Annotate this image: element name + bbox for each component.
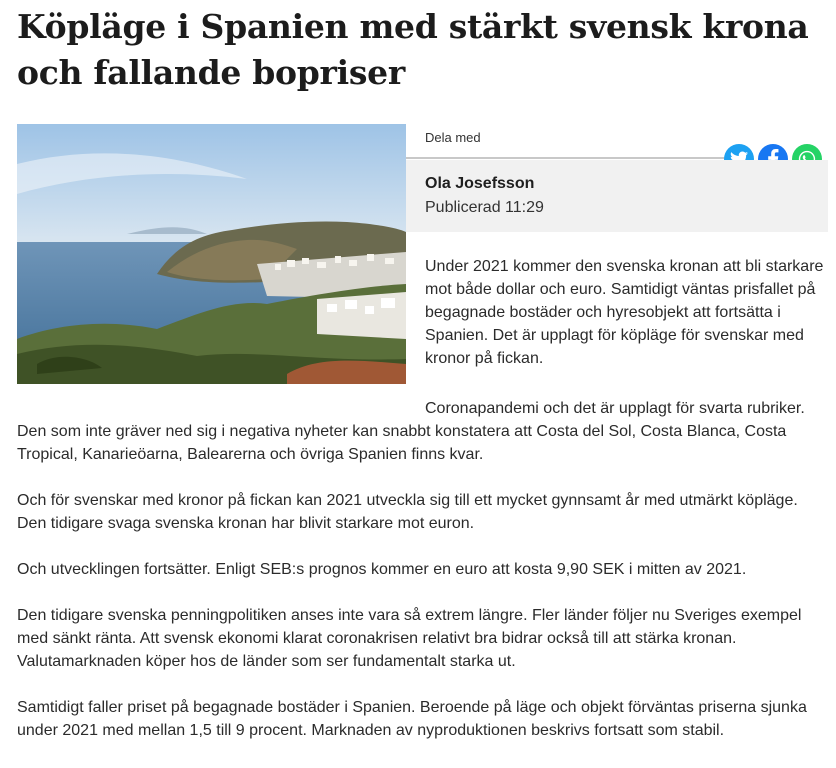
lead-paragraph: Under 2021 kommer den svenska kronan att bli starkare mot både dollar och euro. Samtidigt väntas prisfallet på begagnade bostäder och hyresobjekt att fortsätta i Spanien. Det är upplagt för köpläge för svenskar med kronor på fickan. xyxy=(425,258,824,367)
published-time: Publicerad 11:29 xyxy=(425,199,544,216)
body-paragraph: Och för svenskar med kronor på fickan kan 2021 utveckla sig till ett mycket gynnsamt år med utmärkt köpläge. Den tidigare svaga svenska kronan har blivit starkare mot euron. xyxy=(17,492,798,532)
body-paragraph: Den tidigare svenska penningpolitiken anses inte vara så extrem längre. Fler länder följer nu Sveriges exempel med sänkt ränta. Att svensk ekonomi klarat coronakrisen relativt bra bidrar också till att stärka kronan. Valutamarknaden köper hos de länder som ser fundamentalt starka ut. xyxy=(17,607,802,670)
body-paragraph: Samtidigt faller priset på begagnade bostäder i Spanien. Beroende på läge och objekt förväntas priserna sjunka under 2021 med mellan 1,5 till 9 procent. Marknaden av nyproduktionen beskrivs fortsatt som stabil. xyxy=(17,699,807,739)
body-paragraph: Och utvecklingen fortsätter. Enligt SEB:s prognos kommer en euro att kosta 9,90 SEK i mitten av 2021. xyxy=(17,561,747,578)
share-bar xyxy=(406,124,828,158)
article-photo xyxy=(17,124,406,384)
coastal-landscape-image xyxy=(17,124,406,384)
share-label: Dela med xyxy=(425,130,481,145)
article-body xyxy=(17,397,829,765)
author-name: Ola Josefsson xyxy=(425,175,535,192)
body-paragraph: Coronapandemi och det är upplagt för svarta rubriker. Den som inte gräver ned sig i negativa nyheter kan snabbt konstatera att Costa del Sol, Costa Blanca, Costa Tropical, Kanarieöarna, Balearerna och övriga Spanien finns kvar. xyxy=(17,400,805,463)
article-headline: Köpläge i Spanien med stärkt svensk krona och fallande bopriser xyxy=(17,7,809,92)
byline-box xyxy=(406,160,828,232)
share-divider xyxy=(406,157,736,159)
